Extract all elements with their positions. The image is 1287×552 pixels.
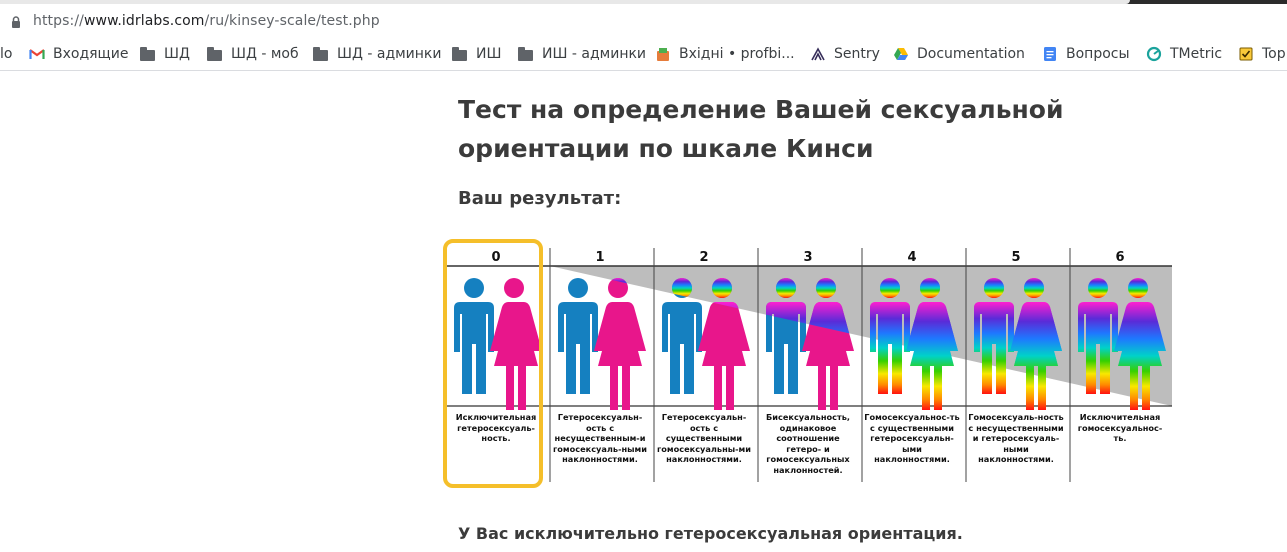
bookmark-label: Documentation (917, 46, 1025, 62)
scale-description-6: Исключительная гомосексуальнос-ть. (1077, 412, 1163, 443)
scale-number-4: 4 (907, 250, 917, 265)
bookmark-voprosy[interactable] (1042, 38, 1130, 70)
folder-icon (518, 50, 533, 61)
bookmark-folder-shd-mob[interactable] (207, 38, 299, 70)
bookmark-label: Входящие (53, 46, 129, 62)
folder-icon (313, 50, 328, 61)
drive-icon (893, 46, 909, 62)
result-text: У Вас исключительно гетеросексуальная ориентация. (458, 524, 963, 543)
bookmark-sentry[interactable] (810, 38, 880, 70)
lock-icon[interactable] (11, 16, 21, 28)
bookmark-top[interactable] (1238, 38, 1286, 70)
scale-description-1: Гетеросексуальн-ость с несущественным-и гомосексуаль-ными наклонностями. (553, 412, 647, 464)
bookmark-label: Вопросы (1066, 46, 1130, 62)
scale-description-3: Бисексуальность, одинаковое соотношение гетеро- и гомосексуальных наклонностей. (766, 412, 850, 475)
scale-number-3: 3 (803, 250, 813, 265)
scale-number-5: 5 (1011, 250, 1021, 265)
address-bar[interactable] (0, 4, 1287, 38)
scale-number-1: 1 (595, 250, 605, 265)
scale-description-2: Гетеросексуальн-ость с существенными гомосексуальны-ми наклонностями. (657, 412, 751, 464)
tmetric-icon (1146, 46, 1162, 62)
scale-figures-1 (558, 278, 646, 410)
bookmark-documentation[interactable] (893, 38, 1025, 70)
scale-number-6: 6 (1115, 250, 1125, 265)
bookmark-folder-shd[interactable] (140, 38, 190, 70)
url-text[interactable] (33, 13, 380, 29)
bookmark-label: Sentry (834, 46, 880, 62)
bookmark-label: Вхідні • profbi... (679, 46, 795, 62)
folder-icon (140, 50, 155, 61)
url-host: www.idrlabs.com (83, 13, 205, 29)
bookmark-folder-shd-admin[interactable] (313, 38, 442, 70)
bookmark-folder-ish-admin[interactable] (518, 38, 646, 70)
bookmark-label: ШД - админки (337, 46, 442, 62)
bookmark-inbox-gmail[interactable] (29, 38, 128, 70)
gmail-icon (29, 46, 45, 62)
bookmark-partial[interactable] (0, 38, 12, 70)
url-path: /ru/kinsey-scale/test.php (204, 13, 380, 29)
bookmark-label: Top (1262, 46, 1286, 62)
scale-description-4: Гомосексуальнос-ть с существенными гетеросексуальн-ыми наклонностями. (864, 412, 960, 464)
bookmark-label: ШД (164, 46, 190, 62)
scale-number-2: 2 (699, 250, 709, 265)
scale-description-0: Исключительная гетеросексуаль-ность. (455, 412, 537, 443)
bookmark-label: TMetric (1170, 46, 1223, 62)
sentry-icon (810, 46, 826, 62)
checkbox-icon (1238, 46, 1254, 62)
bookmarks-bar (0, 38, 1287, 71)
bookmark-profbi-inbox[interactable] (655, 38, 795, 70)
folder-icon (452, 50, 467, 61)
scale-description-5: Гомосексуаль-ность с несущественными и гетеросексуаль-ными наклонностями. (968, 412, 1064, 464)
docs-icon (1042, 46, 1058, 62)
selected-result-highlight (443, 239, 543, 488)
result-heading: Ваш результат: (458, 188, 622, 209)
bookmark-label: lo (0, 46, 13, 62)
bookmark-label: ШД - моб (231, 46, 299, 62)
scale-number-0: 0 (491, 250, 501, 265)
kinsey-scale-image (440, 236, 1176, 494)
bookmark-label: ИШ (476, 46, 502, 62)
url-scheme: https:// (33, 13, 84, 29)
inbox-icon (655, 46, 671, 62)
bookmark-label: ИШ - админки (542, 46, 647, 62)
folder-icon (207, 50, 222, 61)
bookmark-folder-ish[interactable] (452, 38, 501, 70)
page-title: Тест на определение Вашей сексуальной ориентации по шкале Кинси (458, 95, 1064, 163)
bookmark-tmetric[interactable] (1146, 38, 1222, 70)
